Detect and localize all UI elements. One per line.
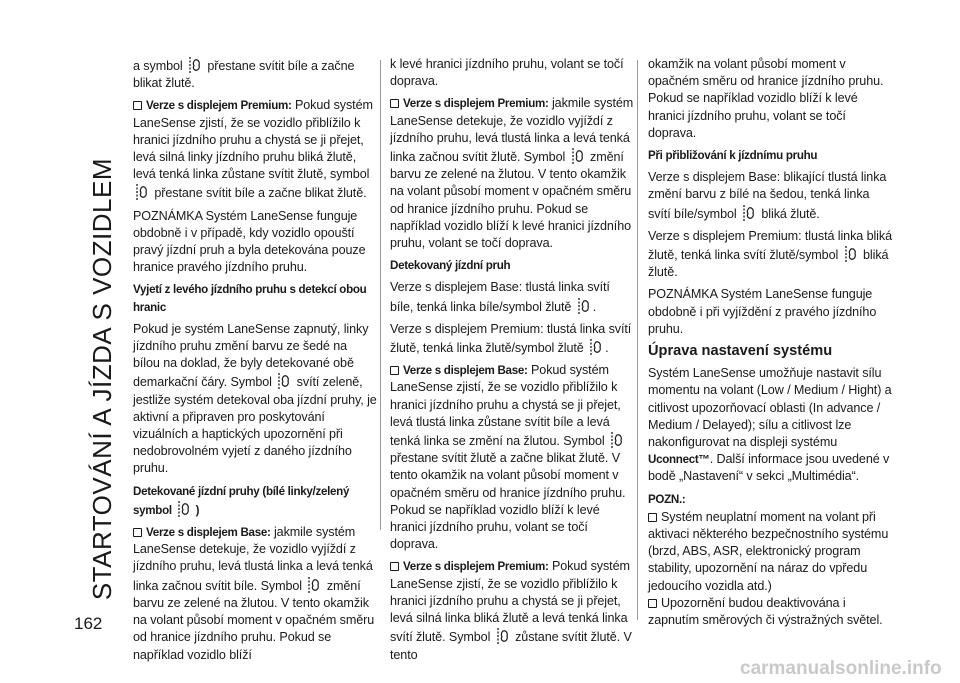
section-title: Úprava nastavení systému bbox=[648, 343, 833, 360]
paragraph: Systém LaneSense umožňuje nastavit sílu momentu na volant (Low / Medium / Hight) a citlivost upozorňovací oblasti (In advance / Medium / Delayed); sílu a citlivost lze nakonfigurovat na displeji systému Uconnect™. Další informace jsou uvedené v bodě „Nastavení“ v sekci „Multimédia“. bbox=[648, 366, 892, 484]
text-column-1 bbox=[133, 56, 377, 669]
text-column-2 bbox=[390, 56, 634, 669]
checkbox-icon bbox=[390, 99, 399, 108]
paragraph: Verze s displejem Base: tlustá linka svítí bíle, tenká linka bíle/symbol žlutě . bbox=[390, 280, 610, 314]
lane-departure-icon bbox=[742, 204, 756, 222]
paragraph: Verze s displejem Base: blikající tlustá linka změní barvu z bílé na šedou, tenká linka svítí bíle/symbol bliká žlutě. bbox=[648, 170, 887, 221]
checkbox-icon bbox=[390, 366, 399, 375]
lane-departure-icon bbox=[610, 431, 624, 449]
checkbox-icon bbox=[648, 599, 657, 608]
lane-departure-icon bbox=[135, 183, 149, 201]
checkbox-icon bbox=[133, 101, 142, 110]
watermark: carmanualsonline.info bbox=[740, 658, 942, 679]
lane-departure-icon bbox=[844, 245, 858, 263]
paragraph: Verze s displejem Premium: tlustá linka bliká žlutě, tenká linka svítí žlutě/symbol bliká žlutě. bbox=[648, 228, 892, 280]
paragraph: Verze s displejem Premium: jakmile systém LaneSense detekuje, že vozidlo vyjíždí z jízdního pruhu, levá tlustá linka a levá tenká linka začnou svítit žlutě. Symbol změní barvu ze zelené na žlutou. V tento okamžik na volant působí moment v opačném směru od hranice jízdního pruhu. Pokud se například vozidlo blíží k levé hranici jízdního pruhu, volant se točí doprava. bbox=[390, 96, 634, 251]
chapter-title: STARTOVÁNÍ A JÍZDA S VOZIDLEM bbox=[86, 157, 117, 600]
section-heading: Vyjetí z levého jízdního pruhu s detekcí obou hranic bbox=[133, 283, 367, 314]
text-column-3 bbox=[648, 56, 892, 634]
paragraph: okamžik na volant působí moment v opačném směru od hranice jízdního pruhu. Pokud se například vozidlo blíží k levé hranici jízdního pruhu, volant se točí doprava. bbox=[648, 57, 884, 140]
lane-departure-icon bbox=[496, 627, 510, 645]
column-divider bbox=[637, 60, 638, 620]
paragraph: Pokud je systém LaneSense zapnutý, linky jízdního pruhu změní barvu ze šedé na bílou na doklad, že byly detekované obě demarkační čáry. Symbol svítí zeleně, jestliže systém detekoval oba jízdní pruhy, je aktivní a připraven pro poskytování vizuálních a haptických upozornění při nedobrovolném vyjetí z daného jízdního pruhu. bbox=[133, 321, 377, 476]
section-heading: Při přibližování k jízdnímu pruhu bbox=[648, 149, 818, 163]
lane-departure-icon bbox=[577, 297, 591, 315]
lane-departure-icon bbox=[307, 576, 321, 594]
lane-departure-icon bbox=[177, 500, 191, 518]
note-heading: POZN.: bbox=[648, 492, 686, 506]
paragraph: k levé hranici jízdního pruhu, volant se točí doprava. bbox=[390, 57, 624, 89]
paragraph: Verze s displejem Premium: Pokud systém LaneSense zjistí, že se vozidlo přiblížilo k hranici jízdního pruhu a chystá se ji přejet, levá silná linka bliká žlutě a levá tenká linka svítí žlutě. Symbol zůstane svítit žlutě. V tento bbox=[390, 559, 632, 662]
note-paragraph: POZNÁMKA Systém LaneSense funguje obdobně i v případě, kdy vozidlo opouští pravý jízdní pruh a byla detekována pouze hranice pravého jízdního pruhu. bbox=[133, 208, 366, 275]
column-divider bbox=[380, 60, 381, 530]
lane-departure-icon bbox=[589, 338, 603, 356]
paragraph: Verze s displejem Premium: Pokud systém LaneSense zjistí, že se vozidlo přiblížilo k hranici jízdního pruhu a chystá se ji přejet, levá silná linky jízdního pruhu bliká žlutě, levá tenká linka zůstane svítit žlutě, symbol přestane svítit bíle a začne blikat žlutě. bbox=[133, 98, 373, 201]
lane-departure-icon bbox=[188, 56, 202, 74]
paragraph: Verze s displejem Base: Pokud systém LaneSense zjistí, že se vozidlo přiblížilo k hranici jízdního pruhu a chystá se ji přejet, levá tlustá linka zůstane svítit bíle a levá tenká linka se změní na žlutou. Symbol přestane svítit žlutě a začne blikat žlutě. V tento okamžik na volant působí moment v opačném směru od hranice jízdního pruhu. Pokud se například vozidlo blíží k levé hranici jízdního pruhu, volant se točí doprava. bbox=[390, 363, 626, 552]
list-item: Systém neuplatní moment na volant při aktivaci některého bezpečnostního systému (brzd, ABS, ASR, elektronický program stability, upozornění na náraz do vpředu jedoucího vozidla atd.) bbox=[648, 509, 889, 593]
paragraph: Verze s displejem Premium: tlustá linka svítí žlutě, tenká linka žlutě/symbol žlutě . bbox=[390, 321, 632, 356]
checkbox-icon bbox=[648, 513, 657, 522]
paragraph: Verze s displejem Base: jakmile systém LaneSense detekuje, že vozidlo vyjíždí z jízdního pruhu, levá tlustá linka a levá tenká linka začnou svítit bíle. Symbol změní barvu ze zelené na žlutou. V tento okamžik na volant působí moment v opačném směru od hranice jízdního pruhu. Pokud se například vozidlo blíží bbox=[133, 525, 375, 662]
note-paragraph: POZNÁMKA Systém LaneSense funguje obdobně i při vyjíždění z pravého jízdního pruhu. bbox=[648, 287, 877, 336]
checkbox-icon bbox=[390, 562, 399, 571]
lane-departure-icon bbox=[277, 372, 291, 390]
section-heading: Detekovaný jízdní pruh bbox=[390, 259, 511, 273]
page-number: 162 bbox=[74, 614, 103, 633]
checkbox-icon bbox=[133, 528, 142, 537]
section-heading: Detekované jízdní pruhy (bílé linky/zelený symbol ) bbox=[133, 484, 350, 517]
lane-departure-icon bbox=[571, 147, 585, 165]
paragraph: a symbol přestane svítit bíle a začne blikat žlutě. bbox=[133, 56, 377, 92]
list-item: Upozornění budou deaktivována i zapnutím směrových či výstražných světel. bbox=[648, 595, 883, 628]
